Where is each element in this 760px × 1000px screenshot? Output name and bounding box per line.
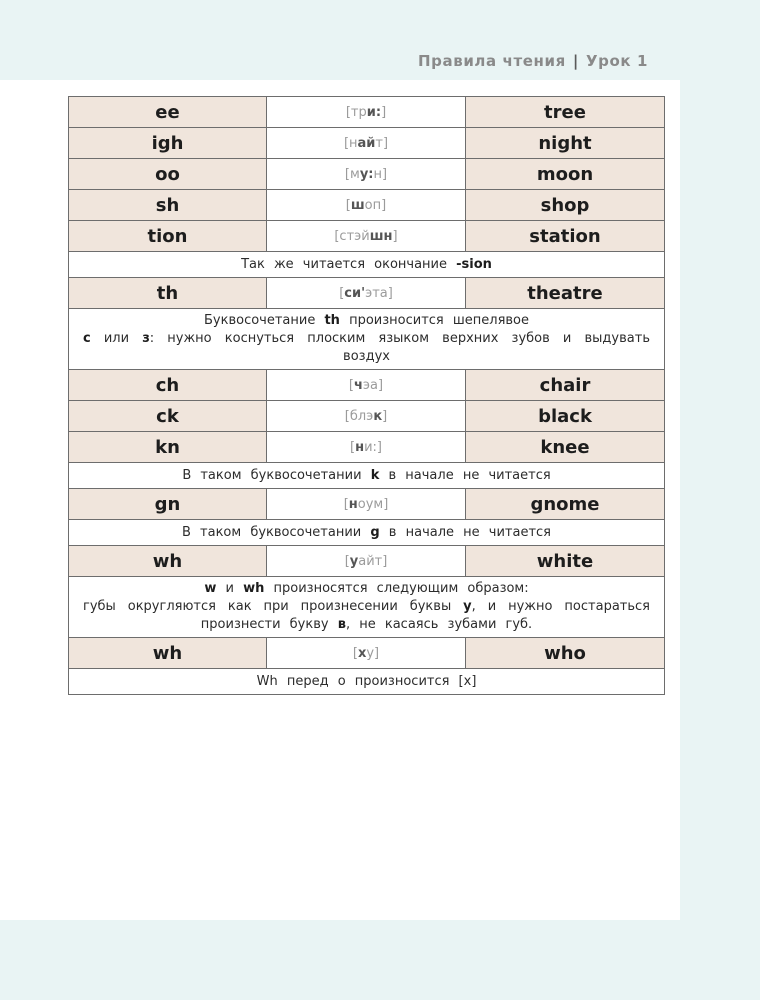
letter-combination-row — [69, 546, 665, 577]
rule-note-row — [69, 577, 665, 638]
transcription — [267, 370, 466, 401]
letter-combination-row — [69, 370, 665, 401]
transcription — [267, 97, 466, 128]
transcription-part: и: — [366, 104, 382, 120]
transcription-part: т] — [375, 135, 389, 151]
note-text: Буквосочетание — [203, 313, 325, 328]
title-separator: | — [572, 52, 579, 70]
letter-combination-row — [69, 638, 665, 669]
note-text: произносится шепелявое — [339, 313, 530, 328]
note-keyword: wh — [243, 581, 265, 596]
transcription-part: н] — [373, 166, 388, 182]
transcription-part: н — [355, 439, 365, 455]
example-word: moon — [466, 159, 665, 190]
note-line — [83, 256, 650, 274]
note-text: : нужно коснуться плоским языком верхних зубов и выдувать — [149, 331, 650, 346]
note-text: воздух — [343, 349, 390, 364]
note-keyword: -sion — [456, 256, 492, 272]
section-title: Правила чтения — [418, 52, 566, 70]
example-word: who — [466, 638, 665, 669]
rule-note-row — [69, 309, 665, 370]
transcription-part: ] — [382, 408, 388, 424]
transcription-part: [тр — [345, 104, 367, 120]
transcription-part: оп] — [364, 197, 387, 213]
transcription-part: ] — [381, 104, 387, 120]
letter-combination: sh — [69, 190, 267, 221]
note-line — [83, 312, 650, 330]
note-line — [83, 598, 650, 616]
lesson-label: Урок 1 — [585, 52, 648, 70]
rule-note-row — [69, 252, 665, 278]
note-text: Wh перед о произносится [x] — [256, 673, 477, 689]
transcription — [267, 546, 466, 577]
transcription-part: эа] — [362, 377, 384, 393]
transcription-part: ч — [353, 377, 363, 393]
note-keyword: в — [337, 617, 346, 632]
transcription-part: айт] — [358, 553, 388, 569]
transcription-part: [блэ — [344, 408, 374, 424]
transcription-part: [ — [343, 496, 349, 512]
transcription — [267, 221, 466, 252]
example-word: tree — [466, 97, 665, 128]
note-keyword: th — [324, 313, 340, 328]
letter-combination: igh — [69, 128, 267, 159]
note-line — [83, 580, 650, 598]
transcription — [267, 401, 466, 432]
note-line — [83, 524, 650, 542]
example-word: knee — [466, 432, 665, 463]
transcription — [267, 489, 466, 520]
transcription-part: [ — [352, 645, 358, 661]
letter-combination: wh — [69, 638, 267, 669]
example-word: night — [466, 128, 665, 159]
running-title — [418, 52, 648, 70]
transcription — [267, 278, 466, 309]
transcription-part: ] — [392, 228, 398, 244]
transcription — [267, 432, 466, 463]
letter-combination: ch — [69, 370, 267, 401]
letter-combination-row — [69, 159, 665, 190]
note-text: , и нужно постараться — [471, 599, 650, 614]
transcription-part: х — [357, 645, 367, 661]
note-line — [83, 467, 650, 485]
note-keyword: w — [204, 581, 217, 596]
letter-combination-row — [69, 221, 665, 252]
note-text: губы округляются как при произнесении буквы — [83, 599, 464, 614]
letter-combination: wh — [69, 546, 267, 577]
note-text: Так же читается окончание — [241, 256, 457, 272]
transcription-part: [стэй — [334, 228, 370, 244]
note-text: в начале не читается — [379, 524, 551, 540]
rule-note-row — [69, 669, 665, 695]
transcription — [267, 159, 466, 190]
letter-combination: oo — [69, 159, 267, 190]
transcription-part: [ — [350, 439, 356, 455]
note-text: произнести букву — [200, 617, 338, 632]
example-word: black — [466, 401, 665, 432]
example-word: white — [466, 546, 665, 577]
example-word: theatre — [466, 278, 665, 309]
rule-note — [69, 463, 665, 489]
transcription-part: [ — [344, 553, 350, 569]
transcription-part: к — [373, 408, 383, 424]
rule-note — [69, 577, 665, 638]
note-text: В таком буквосочетании — [182, 467, 371, 483]
rule-note-row — [69, 520, 665, 546]
letter-combination-row — [69, 278, 665, 309]
note-line — [83, 673, 650, 691]
rule-note-row — [69, 463, 665, 489]
example-word: shop — [466, 190, 665, 221]
note-text: или — [90, 331, 143, 346]
transcription-part: [ — [345, 197, 351, 213]
letter-combination: th — [69, 278, 267, 309]
transcription-part: [ — [348, 377, 354, 393]
transcription-part: эта] — [365, 285, 393, 301]
transcription-part: [н — [343, 135, 358, 151]
letter-combination-row — [69, 97, 665, 128]
transcription-part: и:] — [364, 439, 382, 455]
note-text: , не касаясь зубами губ. — [345, 617, 533, 632]
letter-combination: ck — [69, 401, 267, 432]
rule-note — [69, 252, 665, 278]
transcription-part: у: — [359, 166, 374, 182]
transcription-part: оум] — [357, 496, 389, 512]
letter-combination-row — [69, 128, 665, 159]
note-keyword: k — [370, 467, 380, 483]
rule-note — [69, 520, 665, 546]
letter-combination-row — [69, 489, 665, 520]
note-keyword: с — [83, 331, 91, 346]
transcription — [267, 128, 466, 159]
letter-combination: ee — [69, 97, 267, 128]
letter-combination: gn — [69, 489, 267, 520]
transcription — [267, 190, 466, 221]
note-line — [83, 348, 650, 366]
note-keyword: у — [463, 599, 472, 614]
transcription-part: шн — [369, 228, 393, 244]
note-text: в начале не читается — [379, 467, 551, 483]
rule-note — [69, 669, 665, 695]
note-text: В таком буквосочетании — [181, 524, 371, 540]
transcription-part: у — [349, 553, 359, 569]
note-text: произносятся следующим образом: — [264, 581, 529, 596]
transcription — [267, 638, 466, 669]
note-line — [83, 616, 650, 634]
example-word: station — [466, 221, 665, 252]
letter-combination-row — [69, 401, 665, 432]
example-word: gnome — [466, 489, 665, 520]
letter-combination: tion — [69, 221, 267, 252]
reading-rules-table — [68, 96, 665, 695]
transcription-part: [м — [344, 166, 360, 182]
transcription-part: н — [348, 496, 358, 512]
transcription-part: [ — [339, 285, 345, 301]
transcription-part: си' — [344, 285, 366, 301]
note-keyword: g — [370, 524, 380, 540]
note-line — [83, 330, 650, 348]
letter-combination: kn — [69, 432, 267, 463]
transcription-part: ш — [350, 197, 365, 213]
rule-note — [69, 309, 665, 370]
page-header — [0, 0, 760, 80]
transcription-part: ай — [357, 135, 376, 151]
note-keyword: з — [142, 331, 150, 346]
rules-table-body — [69, 97, 665, 695]
example-word: chair — [466, 370, 665, 401]
letter-combination-row — [69, 432, 665, 463]
letter-combination-row — [69, 190, 665, 221]
note-text: и — [216, 581, 244, 596]
transcription-part: у] — [366, 645, 380, 661]
